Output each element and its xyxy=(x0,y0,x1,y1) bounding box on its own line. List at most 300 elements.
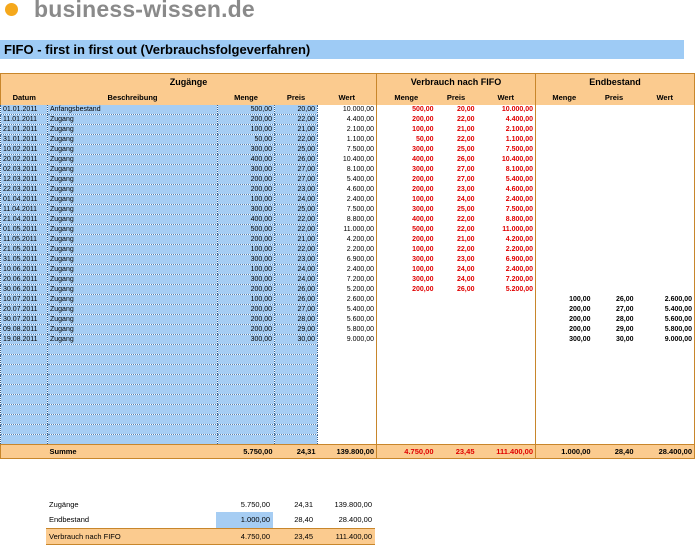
cell-menge[interactable]: 100,00 xyxy=(218,125,275,135)
cell-endbestand-menge xyxy=(536,175,593,185)
cell-menge-empty[interactable] xyxy=(218,385,275,395)
cell-preis[interactable]: 27,00 xyxy=(275,165,318,175)
cell-wert: 11.000,00 xyxy=(318,225,377,235)
cell-preis[interactable]: 26,00 xyxy=(275,285,318,295)
cell-endbestand-wert-empty xyxy=(636,415,695,425)
cell-datum[interactable]: 19.08.2011 xyxy=(1,335,48,345)
cell-menge[interactable]: 300,00 xyxy=(218,275,275,285)
sum-verbrauch-wert: 111.400,00 xyxy=(477,445,536,459)
cell-beschreibung[interactable]: Zugang xyxy=(48,205,218,215)
empty-row xyxy=(1,375,695,385)
cell-preis[interactable]: 22,00 xyxy=(275,215,318,225)
cell-verbrauch-wert: 4.400,00 xyxy=(477,115,536,125)
title-bar xyxy=(0,40,684,59)
cell-verbrauch-preis-empty xyxy=(436,405,477,415)
cell-endbestand-menge-empty xyxy=(536,385,593,395)
cell-endbestand-wert: 2.600,00 xyxy=(636,295,695,305)
cell-wert-empty xyxy=(318,375,377,385)
cell-beschreibung[interactable]: Zugang xyxy=(48,155,218,165)
fifo-table-sum xyxy=(1,445,695,459)
cell-preis-empty[interactable] xyxy=(275,345,318,355)
cell-endbestand-menge xyxy=(536,245,593,255)
cell-menge[interactable]: 100,00 xyxy=(218,295,275,305)
cell-verbrauch-preis-empty xyxy=(436,365,477,375)
cell-verbrauch-preis: 27,00 xyxy=(436,165,477,175)
sum-endbestand-wert: 28.400,00 xyxy=(636,445,695,459)
cell-endbestand-menge-empty xyxy=(536,365,593,375)
cell-verbrauch-wert: 2.400,00 xyxy=(477,265,536,275)
cell-verbrauch-wert: 4.200,00 xyxy=(477,235,536,245)
cell-endbestand-preis xyxy=(593,105,636,115)
cell-wert-empty xyxy=(318,415,377,425)
empty-row xyxy=(1,355,695,365)
cell-endbestand-preis-empty xyxy=(593,415,636,425)
cell-wert: 5.600,00 xyxy=(318,315,377,325)
cell-datum-empty[interactable] xyxy=(1,415,48,425)
cell-verbrauch-menge: 100,00 xyxy=(377,245,436,255)
cell-verbrauch-wert xyxy=(477,315,536,325)
cell-verbrauch-menge-empty xyxy=(377,405,436,415)
cell-wert: 10.000,00 xyxy=(318,105,377,115)
cell-datum[interactable]: 10.06.2011 xyxy=(1,265,48,275)
cell-menge[interactable]: 200,00 xyxy=(218,115,275,125)
cell-beschreibung-empty[interactable] xyxy=(48,355,218,365)
cell-beschreibung[interactable]: Zugang xyxy=(48,325,218,335)
summary-preis: 28,40 xyxy=(294,515,313,525)
cell-datum[interactable]: 31.01.2011 xyxy=(1,135,48,145)
cell-preis[interactable]: 28,00 xyxy=(275,315,318,325)
cell-verbrauch-menge: 100,00 xyxy=(377,125,436,135)
cell-wert: 9.000,00 xyxy=(318,335,377,345)
cell-endbestand-wert xyxy=(636,115,695,125)
cell-verbrauch-wert xyxy=(477,335,536,345)
cell-endbestand-wert: 9.000,00 xyxy=(636,335,695,345)
cell-beschreibung[interactable]: Zugang xyxy=(48,185,218,195)
cell-datum[interactable]: 21.01.2011 xyxy=(1,125,48,135)
cell-verbrauch-menge-empty xyxy=(377,345,436,355)
cell-wert: 7.500,00 xyxy=(318,205,377,215)
cell-endbestand-preis-empty xyxy=(593,395,636,405)
table-row xyxy=(1,325,695,335)
cell-preis-empty[interactable] xyxy=(275,405,318,415)
cell-datum[interactable]: 20.07.2011 xyxy=(1,305,48,315)
cell-preis[interactable]: 20,00 xyxy=(275,105,318,115)
table-row xyxy=(1,175,695,185)
cell-datum[interactable]: 20.02.2011 xyxy=(1,155,48,165)
table-row xyxy=(1,315,695,325)
cell-menge[interactable]: 300,00 xyxy=(218,335,275,345)
cell-wert-empty xyxy=(318,385,377,395)
cell-datum-empty[interactable] xyxy=(1,365,48,375)
cell-beschreibung[interactable]: Zugang xyxy=(48,265,218,275)
cell-menge[interactable]: 50,00 xyxy=(218,135,275,145)
cell-endbestand-menge: 300,00 xyxy=(536,335,593,345)
cell-beschreibung[interactable]: Zugang xyxy=(48,305,218,315)
summary-row-endbestand xyxy=(46,512,375,528)
cell-verbrauch-menge xyxy=(377,325,436,335)
cell-verbrauch-preis: 26,00 xyxy=(436,285,477,295)
table-row xyxy=(1,195,695,205)
cell-endbestand-wert-empty xyxy=(636,395,695,405)
cell-wert: 1.100,00 xyxy=(318,135,377,145)
empty-row xyxy=(1,385,695,395)
cell-menge-empty[interactable] xyxy=(218,415,275,425)
cell-preis[interactable]: 23,00 xyxy=(275,185,318,195)
cell-preis[interactable]: 21,00 xyxy=(275,235,318,245)
cell-verbrauch-menge-empty xyxy=(377,365,436,375)
summary-preis: 24,31 xyxy=(294,499,313,509)
summary-row-verbrauch xyxy=(46,528,375,544)
cell-preis[interactable]: 22,00 xyxy=(275,135,318,145)
cell-beschreibung[interactable]: Zugang xyxy=(48,245,218,255)
cell-endbestand-menge xyxy=(536,155,593,165)
cell-verbrauch-preis: 20,00 xyxy=(436,105,477,115)
col-header-endbestand-wert: Wert xyxy=(636,91,695,105)
cell-endbestand-preis xyxy=(593,155,636,165)
cell-datum-empty[interactable] xyxy=(1,345,48,355)
cell-menge[interactable]: 300,00 xyxy=(218,165,275,175)
cell-verbrauch-preis xyxy=(436,315,477,325)
cell-beschreibung-empty[interactable] xyxy=(48,395,218,405)
table-row xyxy=(1,305,695,315)
cell-menge[interactable]: 200,00 xyxy=(218,175,275,185)
cell-preis-empty[interactable] xyxy=(275,355,318,365)
cell-preis[interactable]: 24,00 xyxy=(275,275,318,285)
cell-wert: 2.400,00 xyxy=(318,195,377,205)
cell-menge[interactable]: 300,00 xyxy=(218,205,275,215)
cell-verbrauch-menge-empty xyxy=(377,435,436,445)
cell-datum[interactable]: 20.06.2011 xyxy=(1,275,48,285)
cell-beschreibung[interactable]: Zugang xyxy=(48,255,218,265)
cell-endbestand-menge xyxy=(536,165,593,175)
cell-datum[interactable]: 01.05.2011 xyxy=(1,225,48,235)
cell-verbrauch-preis xyxy=(436,335,477,345)
cell-preis-empty[interactable] xyxy=(275,415,318,425)
cell-datum-empty[interactable] xyxy=(1,375,48,385)
cell-menge-empty[interactable] xyxy=(218,405,275,415)
cell-preis[interactable]: 29,00 xyxy=(275,325,318,335)
brand-dot-icon xyxy=(5,3,18,16)
cell-verbrauch-preis-empty xyxy=(436,425,477,435)
table-row xyxy=(1,245,695,255)
cell-endbestand-preis xyxy=(593,115,636,125)
cell-beschreibung[interactable]: Zugang xyxy=(48,335,218,345)
cell-wert: 7.500,00 xyxy=(318,145,377,155)
cell-beschreibung-empty[interactable] xyxy=(48,385,218,395)
cell-wert: 4.600,00 xyxy=(318,185,377,195)
cell-menge[interactable]: 300,00 xyxy=(218,255,275,265)
cell-endbestand-preis-empty xyxy=(593,405,636,415)
cell-wert: 2.100,00 xyxy=(318,125,377,135)
sum-endbestand-preis: 28,40 xyxy=(593,445,636,459)
cell-menge[interactable]: 100,00 xyxy=(218,245,275,255)
cell-endbestand-preis-empty xyxy=(593,355,636,365)
cell-beschreibung-empty[interactable] xyxy=(48,345,218,355)
cell-endbestand-wert xyxy=(636,175,695,185)
cell-preis[interactable]: 24,00 xyxy=(275,265,318,275)
fifo-table xyxy=(0,73,695,459)
cell-wert-empty xyxy=(318,365,377,375)
summary-label: Endbestand xyxy=(49,515,90,525)
cell-wert: 5.400,00 xyxy=(318,175,377,185)
cell-beschreibung[interactable]: Zugang xyxy=(48,125,218,135)
cell-datum-empty[interactable] xyxy=(1,405,48,415)
table-row xyxy=(1,165,695,175)
cell-beschreibung-empty[interactable] xyxy=(48,415,218,425)
cell-datum[interactable]: 21.04.2011 xyxy=(1,215,48,225)
cell-beschreibung-empty[interactable] xyxy=(48,375,218,385)
cell-datum[interactable]: 31.05.2011 xyxy=(1,255,48,265)
cell-datum[interactable]: 10.02.2011 xyxy=(1,145,48,155)
table-row xyxy=(1,215,695,225)
table-row xyxy=(1,265,695,275)
cell-preis[interactable]: 27,00 xyxy=(275,175,318,185)
cell-datum[interactable]: 01.01.2011 xyxy=(1,105,48,115)
cell-endbestand-menge-empty xyxy=(536,345,593,355)
col-header-wert: Wert xyxy=(318,91,377,105)
cell-verbrauch-menge: 200,00 xyxy=(377,285,436,295)
cell-verbrauch-preis: 25,00 xyxy=(436,205,477,215)
summary-menge: 5.750,00 xyxy=(240,499,270,509)
cell-preis[interactable]: 24,00 xyxy=(275,195,318,205)
cell-endbestand-wert-empty xyxy=(636,435,695,445)
cell-endbestand-menge-empty xyxy=(536,395,593,405)
cell-datum[interactable]: 21.05.2011 xyxy=(1,245,48,255)
cell-preis[interactable]: 21,00 xyxy=(275,125,318,135)
cell-beschreibung[interactable]: Zugang xyxy=(48,295,218,305)
table-row xyxy=(1,295,695,305)
cell-datum[interactable]: 11.04.2011 xyxy=(1,205,48,215)
cell-endbestand-wert xyxy=(636,225,695,235)
cell-menge-empty[interactable] xyxy=(218,375,275,385)
cell-verbrauch-wert: 7.200,00 xyxy=(477,275,536,285)
cell-datum[interactable]: 11.01.2011 xyxy=(1,115,48,125)
cell-beschreibung-empty[interactable] xyxy=(48,435,218,445)
cell-beschreibung[interactable]: Zugang xyxy=(48,135,218,145)
cell-beschreibung[interactable]: Anfangsbestand xyxy=(48,105,218,115)
cell-datum[interactable]: 11.05.2011 xyxy=(1,235,48,245)
cell-beschreibung[interactable]: Zugang xyxy=(48,285,218,295)
cell-endbestand-wert xyxy=(636,135,695,145)
cell-wert: 2.600,00 xyxy=(318,295,377,305)
cell-datum[interactable]: 01.04.2011 xyxy=(1,195,48,205)
cell-verbrauch-wert: 10.400,00 xyxy=(477,155,536,165)
sum-wert: 139.800,00 xyxy=(318,445,377,459)
cell-endbestand-preis xyxy=(593,255,636,265)
cell-preis-empty[interactable] xyxy=(275,395,318,405)
cell-endbestand-preis-empty xyxy=(593,345,636,355)
cell-verbrauch-wert xyxy=(477,305,536,315)
cell-verbrauch-wert-empty xyxy=(477,385,536,395)
cell-menge[interactable]: 400,00 xyxy=(218,215,275,225)
cell-preis[interactable]: 25,00 xyxy=(275,145,318,155)
cell-menge[interactable]: 200,00 xyxy=(218,185,275,195)
cell-menge-empty[interactable] xyxy=(218,355,275,365)
summary-menge: 4.750,00 xyxy=(216,528,273,544)
cell-endbestand-wert-empty xyxy=(636,355,695,365)
cell-verbrauch-wert: 5.200,00 xyxy=(477,285,536,295)
cell-verbrauch-menge-empty xyxy=(377,415,436,425)
cell-verbrauch-menge: 400,00 xyxy=(377,215,436,225)
cell-beschreibung[interactable]: Zugang xyxy=(48,215,218,225)
cell-menge[interactable]: 500,00 xyxy=(218,105,275,115)
cell-beschreibung[interactable]: Zugang xyxy=(48,165,218,175)
table-row xyxy=(1,135,695,145)
cell-preis[interactable]: 26,00 xyxy=(275,155,318,165)
cell-preis[interactable]: 30,00 xyxy=(275,335,318,345)
cell-endbestand-menge xyxy=(536,115,593,125)
cell-datum[interactable]: 09.08.2011 xyxy=(1,325,48,335)
sum-label: Summe xyxy=(48,445,218,459)
cell-beschreibung[interactable]: Zugang xyxy=(48,225,218,235)
cell-verbrauch-wert: 8.100,00 xyxy=(477,165,536,175)
cell-verbrauch-menge-empty xyxy=(377,375,436,385)
cell-beschreibung-empty[interactable] xyxy=(48,405,218,415)
cell-endbestand-wert xyxy=(636,145,695,155)
cell-menge[interactable]: 100,00 xyxy=(218,195,275,205)
cell-verbrauch-menge-empty xyxy=(377,355,436,365)
cell-endbestand-wert xyxy=(636,285,695,295)
cell-menge-empty[interactable] xyxy=(218,425,275,435)
cell-endbestand-preis xyxy=(593,225,636,235)
cell-datum-empty[interactable] xyxy=(1,435,48,445)
brand-logo-text[interactable]: business-wissen.de xyxy=(34,0,255,22)
cell-verbrauch-preis: 27,00 xyxy=(436,175,477,185)
cell-beschreibung-empty[interactable] xyxy=(48,365,218,375)
cell-verbrauch-preis: 22,00 xyxy=(436,245,477,255)
cell-endbestand-preis-empty xyxy=(593,385,636,395)
summary-wert: 28.400,00 xyxy=(338,515,372,525)
cell-beschreibung-empty[interactable] xyxy=(48,425,218,435)
cell-wert-empty xyxy=(318,355,377,365)
cell-datum[interactable]: 30.07.2011 xyxy=(1,315,48,325)
cell-datum-empty[interactable] xyxy=(1,425,48,435)
sum-verbrauch-menge: 4.750,00 xyxy=(377,445,436,459)
cell-endbestand-menge xyxy=(536,285,593,295)
cell-endbestand-preis xyxy=(593,285,636,295)
cell-preis[interactable]: 22,00 xyxy=(275,245,318,255)
cell-endbestand-menge: 100,00 xyxy=(536,295,593,305)
table-row xyxy=(1,335,695,345)
cell-endbestand-wert: 5.400,00 xyxy=(636,305,695,315)
cell-endbestand-preis-empty xyxy=(593,365,636,375)
sum-verbrauch-preis: 23,45 xyxy=(436,445,477,459)
cell-beschreibung[interactable]: Zugang xyxy=(48,315,218,325)
table-row xyxy=(1,185,695,195)
cell-datum[interactable]: 30.06.2011 xyxy=(1,285,48,295)
cell-preis[interactable]: 26,00 xyxy=(275,295,318,305)
cell-verbrauch-preis: 24,00 xyxy=(436,265,477,275)
cell-endbestand-wert xyxy=(636,165,695,175)
cell-verbrauch-menge: 200,00 xyxy=(377,175,436,185)
cell-beschreibung[interactable]: Zugang xyxy=(48,115,218,125)
group-header-endbestand: Endbestand xyxy=(536,74,695,91)
summary-endbestand-input[interactable]: 1.000,00 xyxy=(216,512,273,528)
cell-datum[interactable]: 12.03.2011 xyxy=(1,175,48,185)
cell-menge-empty[interactable] xyxy=(218,435,275,445)
cell-preis[interactable]: 25,00 xyxy=(275,205,318,215)
cell-verbrauch-preis-empty xyxy=(436,385,477,395)
cell-menge-empty[interactable] xyxy=(218,345,275,355)
cell-preis-empty[interactable] xyxy=(275,375,318,385)
cell-menge[interactable]: 200,00 xyxy=(218,235,275,245)
cell-menge[interactable]: 200,00 xyxy=(218,315,275,325)
cell-endbestand-preis xyxy=(593,195,636,205)
cell-menge-empty[interactable] xyxy=(218,395,275,405)
empty-row xyxy=(1,405,695,415)
cell-preis[interactable]: 22,00 xyxy=(275,225,318,235)
cell-beschreibung[interactable]: Zugang xyxy=(48,195,218,205)
cell-datum[interactable]: 02.03.2011 xyxy=(1,165,48,175)
cell-preis[interactable]: 27,00 xyxy=(275,305,318,315)
cell-endbestand-preis: 26,00 xyxy=(593,295,636,305)
cell-preis[interactable]: 23,00 xyxy=(275,255,318,265)
cell-datum[interactable]: 22.03.2011 xyxy=(1,185,48,195)
cell-verbrauch-menge-empty xyxy=(377,385,436,395)
cell-endbestand-preis xyxy=(593,185,636,195)
cell-datum-empty[interactable] xyxy=(1,385,48,395)
cell-endbestand-preis xyxy=(593,215,636,225)
cell-endbestand-preis xyxy=(593,205,636,215)
cell-verbrauch-menge xyxy=(377,295,436,305)
cell-verbrauch-menge: 400,00 xyxy=(377,155,436,165)
cell-verbrauch-menge: 300,00 xyxy=(377,205,436,215)
cell-menge-empty[interactable] xyxy=(218,365,275,375)
cell-endbestand-wert-empty xyxy=(636,425,695,435)
cell-preis-empty[interactable] xyxy=(275,425,318,435)
cell-menge[interactable]: 300,00 xyxy=(218,145,275,155)
cell-endbestand-menge xyxy=(536,135,593,145)
page-title: FIFO - first in first out (Verbrauchsfolgeverfahren) xyxy=(4,42,311,57)
cell-verbrauch-preis: 23,00 xyxy=(436,185,477,195)
cell-menge[interactable]: 200,00 xyxy=(218,325,275,335)
cell-wert-empty xyxy=(318,435,377,445)
cell-verbrauch-menge xyxy=(377,315,436,325)
col-header-menge: Menge xyxy=(218,91,275,105)
group-header-zugaenge: Zugänge xyxy=(1,74,377,91)
table-row xyxy=(1,225,695,235)
cell-endbestand-wert-empty xyxy=(636,345,695,355)
cell-beschreibung[interactable]: Zugang xyxy=(48,145,218,155)
cell-endbestand-menge-empty xyxy=(536,355,593,365)
cell-verbrauch-menge: 500,00 xyxy=(377,105,436,115)
cell-endbestand-menge xyxy=(536,205,593,215)
cell-verbrauch-menge: 300,00 xyxy=(377,165,436,175)
cell-datum-empty[interactable] xyxy=(1,355,48,365)
cell-preis-empty[interactable] xyxy=(275,365,318,375)
summary-table xyxy=(46,496,375,545)
cell-menge[interactable]: 100,00 xyxy=(218,265,275,275)
cell-datum-empty[interactable] xyxy=(1,395,48,405)
cell-datum[interactable]: 10.07.2011 xyxy=(1,295,48,305)
table-row xyxy=(1,235,695,245)
cell-preis[interactable]: 22,00 xyxy=(275,115,318,125)
cell-menge[interactable]: 200,00 xyxy=(218,305,275,315)
cell-beschreibung[interactable]: Zugang xyxy=(48,275,218,285)
cell-verbrauch-menge xyxy=(377,305,436,315)
cell-menge[interactable]: 400,00 xyxy=(218,155,275,165)
cell-endbestand-wert-empty xyxy=(636,405,695,415)
cell-preis-empty[interactable] xyxy=(275,435,318,445)
cell-menge[interactable]: 200,00 xyxy=(218,285,275,295)
cell-preis-empty[interactable] xyxy=(275,385,318,395)
cell-endbestand-menge: 200,00 xyxy=(536,315,593,325)
cell-menge[interactable]: 500,00 xyxy=(218,225,275,235)
cell-endbestand-wert xyxy=(636,205,695,215)
cell-beschreibung[interactable]: Zugang xyxy=(48,175,218,185)
cell-beschreibung[interactable]: Zugang xyxy=(48,235,218,245)
table-row xyxy=(1,155,695,165)
